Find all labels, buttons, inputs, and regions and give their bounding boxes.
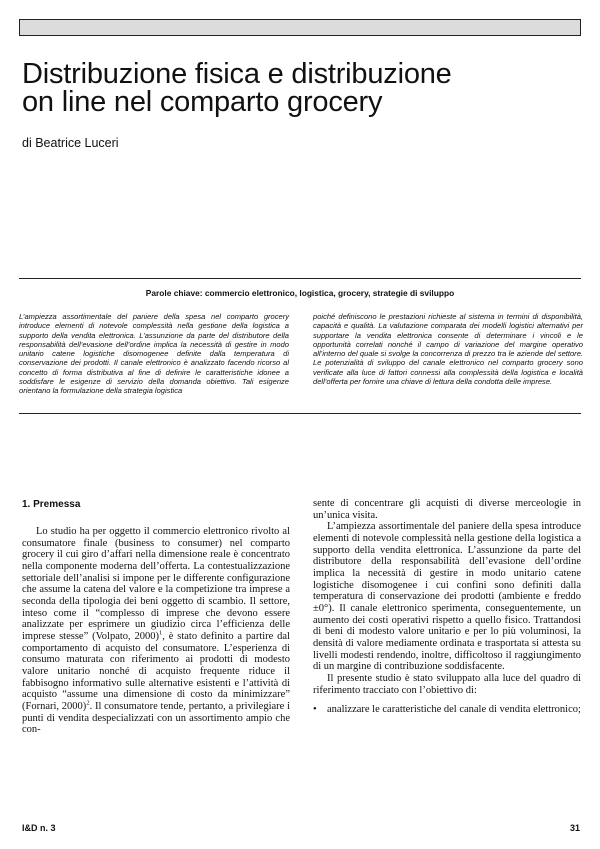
- body-left-column: [22, 498, 290, 736]
- title-line-1: Distribuzione fisica e distribuzione: [22, 58, 452, 90]
- header-bar: [19, 19, 581, 36]
- paragraph-1: Lo studio ha per oggetto il commercio elettronico rivolto al consumatore finale (business to consumer) nel comparto grocery il cui giro d’affari nella dimensione reale è concentrato nella componente moderna dell’offerta. La contestualizzazione settoriale dell’analisi si impone per le differente configurazione che assume la catena del valore e la competizione tra imprese a seconda della tipologia dei beni oggetto di scambio. Il settore, inteso come il “complesso di imprese che devono essere analizzate per esprimere un giudizio circa l’efficienza delle imprese stesse” (Volpato, 2000)$^1$, è stato definito a partire dal comportamento di acquisto del consumatore. L’esperienza di consumo maturata con riferimento ai prodotti di modesto valore unitario nonché di acquisto frequente riduce il fabbisogno informativo sulle alternative esistenti e l’attività di acquisto “assume una dimensione di costo da minimizzare” (Fornari, 2000)$^2$. Il consumatore tende, pertanto, a privilegiare i punti di vendita despecializzati con un assortimento ampio che con-: [22, 526, 290, 736]
- abstract-left-column: L’ampiezza assortimentale del paniere della spesa nel comparto grocery introduce elementi di notevole complessità nella gestione della logistica a supporto della vendita elettronica. L’assunzione da parte del distributore della responsabilità dell’evasione dell’ordine implica la necessità di gestire in modo unitario catene logistiche disomogenee definite dalla temperatura di conservazione dei prodotti. Il canale elettronico è analizzato facendo ricorso al concetto di forma distributiva al fine di definire le caratteristiche idonee a soddisfare le esigenze di servizio della domanda obiettivo. Tali esigenze orientano la formulazione della strategia logistica: [19, 312, 289, 395]
- list-item-text: analizzare le caratteristiche del canale di vendita elettronico;: [327, 704, 581, 716]
- article-title: [22, 60, 582, 116]
- footnote-ref-1: 1: [159, 629, 163, 637]
- list-item: [313, 704, 581, 716]
- title-line-2: on line nel comparto grocery: [22, 86, 383, 118]
- bullet-icon: •: [313, 704, 317, 716]
- abstract-right-column: poiché definiscono le prestazioni richieste al sistema in termini di disponibilità, capacità e qualità. La valutazione comparata dei modelli logistici alternativi per supportare la vendita elettronica consente di determinare i vincoli e le opportunità correlati nonché il campo di variazione del margine operativo all’interno del quale si svolge la concorrenza di prezzo tra le aziende del settore. Le potenzialità di sviluppo del canale elettronico nel comparto grocery sono verificate alla luce di fattori connessi alla complessità della logistica e località dell’offerta per fornire una chiave di lettura della condotta delle imprese.: [313, 312, 583, 386]
- body-right-column: [313, 498, 581, 716]
- paragraph-2: L’ampiezza assortimentale del paniere della spesa introduce elementi di notevole complessità nella gestione della logistica a supporto della vendita elettronica. L’assunzione da parte del distributore della responsabilità dell’evasione dell’ordine implica la necessità di gestire in modo unitario catene logistiche disomogenee i cui confini sono definiti dalla temperatura di conservazione dei prodotti (ambiente e freddo ±0°). Il canale elettronico sperimenta, conseguentemente, un aumento dei costi operativi rispetto a quello fisico. Trattandosi di beni di modesto valore unitario e per lo più voluminosi, la densità di valore mediamente ordinata e trasportata si attesta su livelli modesti rendendo, inoltre, difficoltoso il raggiungimento di un margine di contribuzione soddisfacente.: [313, 521, 581, 673]
- paragraph-3: Il presente studio è stato sviluppato alla luce del quadro di riferimento tracciato con l’obiettivo di:: [313, 672, 581, 696]
- page-number: 31: [569, 823, 580, 833]
- paragraph-1-continued: sente di concentrare gli acquisti di diverse merceologie in un’unica visita.: [313, 498, 581, 521]
- footer-journal: I&D n. 3: [22, 823, 56, 833]
- author-byline: di Beatrice Luceri: [22, 136, 119, 150]
- divider-top: [19, 278, 581, 279]
- section-heading: 1. Premessa: [22, 499, 81, 510]
- divider-bottom: [19, 413, 581, 414]
- footnote-ref-2: 2: [86, 699, 90, 707]
- keywords-line: Parole chiave: commercio elettronico, logistica, grocery, strategie di sviluppo: [145, 288, 455, 298]
